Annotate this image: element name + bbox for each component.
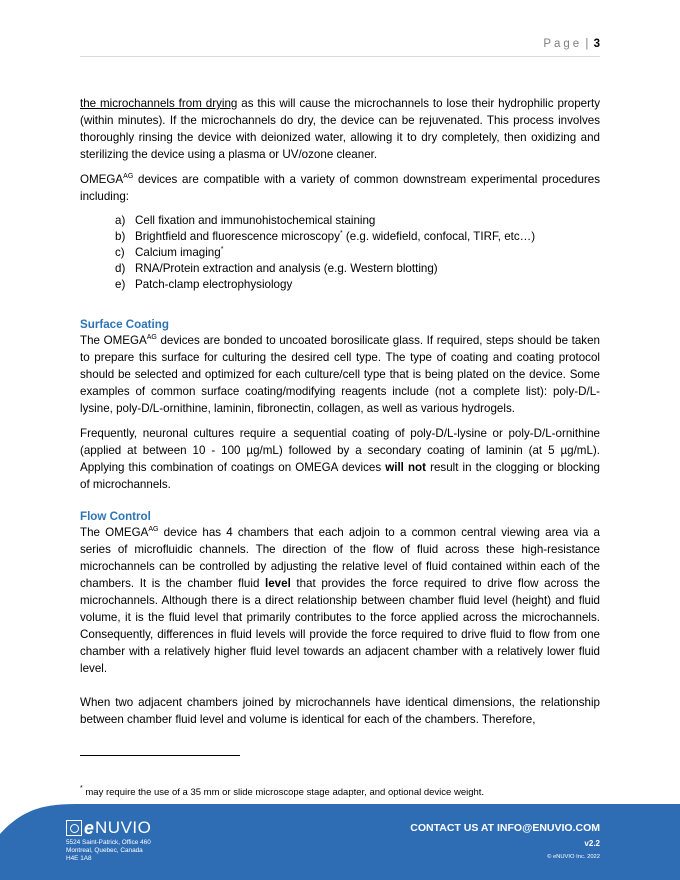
adjacent-chambers-paragraph: When two adjacent chambers joined by microchannels have identical dimensions, the relationship between chamber fluid level and volume is identical for each of the chambers. Therefore,	[80, 696, 600, 726]
company-address: 5524 Saint-Patrick, Office 460 Montreal, Quebec, Canada H4E 1A8	[66, 839, 151, 862]
drying-link-text: the microchannels from drying	[80, 97, 238, 110]
footnote: * may require the use of a 35 mm or slide microscope stage adapter, and optional device weight.	[80, 785, 485, 798]
list-item: a) Cell fixation and immunohistochemical staining	[115, 214, 376, 227]
document-body	[80, 95, 600, 728]
surface-coating-paragraph: The $OMEGA^{AG}$ devices are bonded to uncoated borosilicate glass. If required, steps should be taken to prepare this surface for culturing the desired cell type. The type of coating and coating protocol should be selected and optimized for each culture/cell type that is being plated on the device. Some examples of common surface coating/modifying reagents include (not a complete list): poly-D/L-lysine, poly-D/L-ornithine, laminin, fibronectin, collagen, as well as various hydrogels.	[80, 334, 600, 415]
page-header	[80, 38, 600, 57]
list-item: e) Patch-clamp electrophysiology	[115, 278, 293, 291]
page-label: Page	[543, 38, 583, 50]
procedure-list	[80, 213, 600, 293]
flow-control-heading: Flow Control	[80, 510, 151, 523]
list-item: b) Brightfield and fluorescence microscopy* (e.g. widefield, confocal, TIRF, etc…)	[115, 230, 536, 243]
page-number: 3	[593, 38, 600, 50]
copyright: © eNUVIO Inc. 2022	[547, 854, 600, 860]
list-item: d) RNA/Protein extraction and analysis (e.g. Western blotting)	[115, 262, 438, 275]
logo-mark-icon	[66, 820, 82, 836]
document-version: v2.2	[584, 839, 600, 848]
contact-email[interactable]: CONTACT US AT INFO@ENUVIO.COM	[410, 822, 600, 834]
enuvio-logo: e NUVIO	[66, 818, 151, 838]
rejuvenation-paragraph: the microchannels from drying as this will cause the microchannels to lose their hydrophilic property (within minutes). If the microchannels do dry, the device can be rejuvenated. This process involves thoroughly rinsing the device with deionized water, allowing it to dry completely, then oxidizing and sterilizing the device using a plasma or UV/ozone cleaner.	[80, 97, 600, 161]
list-item: c) Calcium imaging*	[115, 246, 224, 259]
surface-coating-heading: Surface Coating	[80, 318, 169, 331]
footnote-divider	[80, 755, 240, 756]
page-separator: |	[585, 38, 589, 50]
neuronal-coating-paragraph: Frequently, neuronal cultures require a sequential coating of poly-D/L-lysine or poly-D/L-ornithine (applied at between 10 - 100 µg/mL) followed by a secondary coating of laminin (at 5 µg/mL). Applying this combination of coatings on OMEGA devices will not result in the clogging or blocking of microchannels.	[80, 427, 600, 491]
compatibility-paragraph: $OMEGA^{AG}$ devices are compatible with a variety of common downstream experimental procedures including:	[80, 173, 600, 203]
flow-control-paragraph: The $OMEGA^{AG}$ device has 4 chambers that each adjoin to a common central viewing area via a series of microfluidic channels. The direction of the flow of fluid across these high-resistance microchannels can be controlled by adjusting the relative level of fluid contained within each of the chambers. It is the chamber fluid level that provides the force required to drive flow across the microchannels. Although there is a direct relationship between chamber fluid level (height) and fluid volume, it is the fluid level that primarily contributes to the force applied across the microchannels. Consequently, differences in fluid levels will provide the force required to drive fluid to flow from one chamber with a relatively higher fluid level towards an adjacent chamber with a relatively lower fluid level.	[80, 526, 600, 675]
